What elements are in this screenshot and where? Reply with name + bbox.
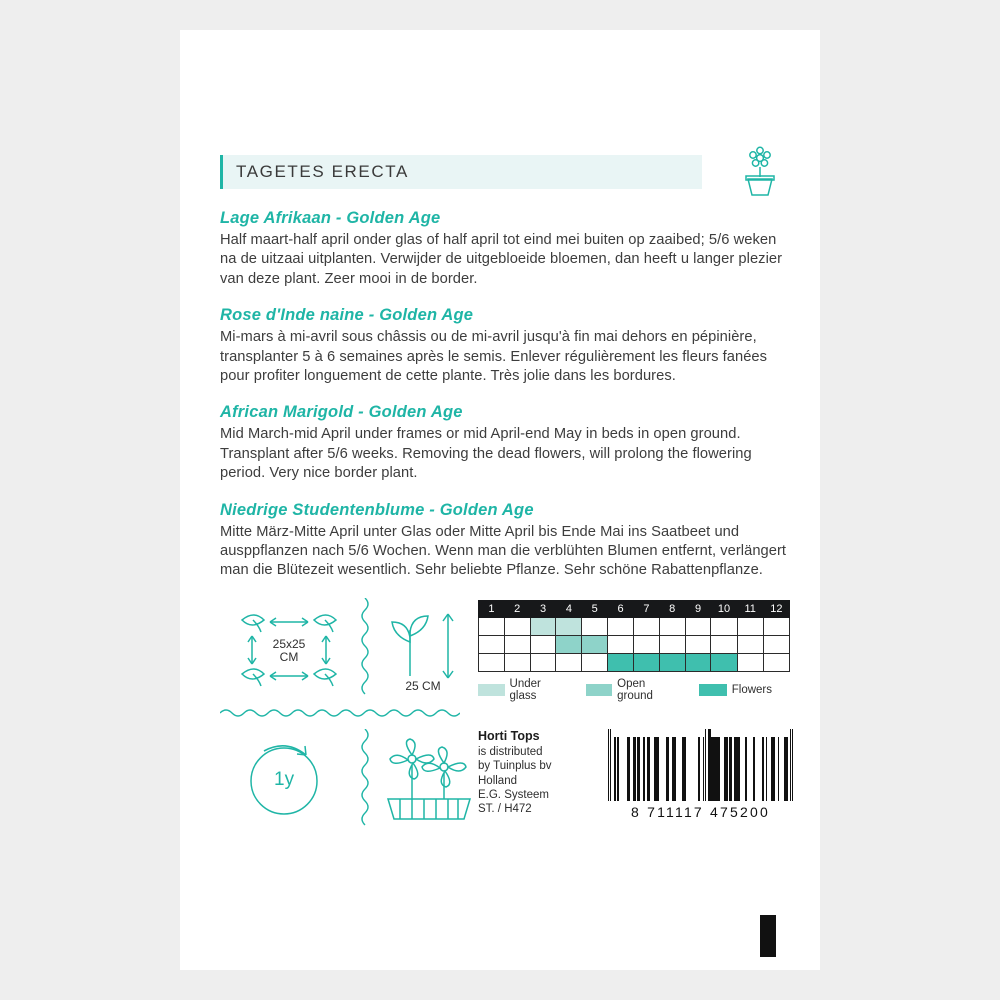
description-title-de: Niedrige Studentenblume - Golden Age (220, 500, 534, 519)
packet-footer-row (220, 729, 790, 849)
distributor-info (478, 729, 598, 817)
description-body-nl: Half maart-half april onder glas of half april tot eind mei buiten op zaaibed; 5/6 weken na de uitzaai uitplanten. Verwijder de uitgebloeide bloemen, dan heeft u langer plezier van deze plant. Zeer mooi in de border. (220, 232, 783, 287)
calendar-month-header: 10 (711, 600, 737, 617)
calendar-month-header: 11 (737, 600, 763, 617)
divider-wavy-horizontal (220, 705, 790, 715)
page-title: TAGETES ERECTA (236, 162, 409, 181)
flower-pot-icon (730, 143, 790, 203)
legend-label-flowers: Flowers (731, 683, 772, 696)
distributor-line: is distributed (478, 745, 543, 758)
distributor-line: by Tuinplus bv (478, 760, 552, 773)
description-title-nl: Lage Afrikaan - Golden Age (220, 209, 441, 227)
legend-swatch-open-ground (586, 684, 613, 696)
description-title-fr: Rose d'Inde naine - Golden Age (220, 306, 474, 325)
calendar-month-header: 2 (504, 600, 530, 617)
legend-item-under-glass (478, 678, 568, 702)
calendar-month-header: 9 (685, 600, 711, 617)
calendar-month-header: 4 (556, 600, 582, 617)
barcode-number: 8 711117 475200 (631, 803, 770, 820)
legend-label-under-glass: Under glass (509, 677, 541, 702)
description-block-de (220, 501, 790, 581)
legend-item-flowers (699, 684, 772, 696)
divider-wavy-1 (360, 598, 370, 703)
calendar-month-header: 5 (582, 600, 608, 617)
calendar-month-header: 12 (763, 600, 789, 617)
calendar-header-row (479, 600, 790, 617)
calendar-month-header: 8 (659, 600, 685, 617)
description-block-fr (220, 306, 790, 386)
description-title-en: African Marigold - Golden Age (220, 403, 463, 422)
distributor-brand: Horti Tops (478, 728, 540, 743)
legend-item-open-ground (586, 678, 681, 702)
calendar-table (478, 600, 790, 672)
legend-label-open-ground: Open ground (617, 677, 653, 702)
distributor-line: E.G. Systeem (478, 789, 549, 801)
seed-packet-back (180, 30, 820, 970)
calendar-month-header: 7 (633, 600, 659, 617)
description-block-en (220, 403, 790, 483)
print-registration-mark (760, 915, 776, 957)
description-block-nl (220, 209, 790, 289)
calendar-month-header: 1 (479, 600, 505, 617)
barcode (608, 729, 793, 820)
plant-height-label: 25 CM (405, 678, 441, 693)
calendar-month-header: 6 (608, 600, 634, 617)
calendar-row-under-glass (479, 617, 790, 635)
plant-spacing-label: 25x25 CM (272, 636, 306, 665)
barcode-bars (608, 729, 793, 801)
legend-swatch-under-glass (478, 684, 505, 696)
calendar-row-open-ground (479, 635, 790, 653)
description-body-fr: Mi-mars à mi-avril sous châssis ou de mi-avril jusqu'à fin mai dehors en pépinière, transplanter 5 à 6 semaines après le semis. Enlever régulièrement les fleurs fanées pour profiter longuement de cette plante. Très jolie dans les bordures. (220, 329, 768, 385)
plant-spacing-icon (230, 602, 348, 698)
calendar-month-header: 3 (530, 600, 556, 617)
description-body-de: Mitte März-Mitte April unter Glas oder Mitte April bis Ende Mai ins Saatbeet und ausppflanzen nach 5/6 Wochen. Wenn man die verblühten Blumen entfernt, verlängert man die Blütezeit wesentlich. Sehr beliebte Pflanze. Sehr schöne Rabattenpflanze. (220, 523, 787, 579)
sowing-calendar (478, 600, 790, 702)
plant-height-icon (380, 602, 470, 698)
species-title-bar (220, 155, 790, 191)
description-body-en: Mid March-mid April under frames or mid April-end May in beds in open ground. Transplant after 5/6 weeks. Removing the dead flowers, will prolong the flowering period. Very nice border plant. (220, 426, 752, 482)
border-planting-icon (378, 731, 478, 831)
lifecycle-label: 1y (274, 768, 295, 790)
calendar-legend (478, 678, 790, 702)
legend-swatch-flowers (699, 684, 727, 696)
packet-content (220, 155, 790, 849)
calendar-row-flowers (479, 653, 790, 671)
distributor-line: ST. / H472 (478, 803, 532, 816)
distributor-line: Holland (478, 774, 517, 787)
divider-wavy-2 (360, 729, 370, 834)
growing-info-row (220, 598, 790, 703)
annual-cycle-icon (234, 731, 344, 831)
